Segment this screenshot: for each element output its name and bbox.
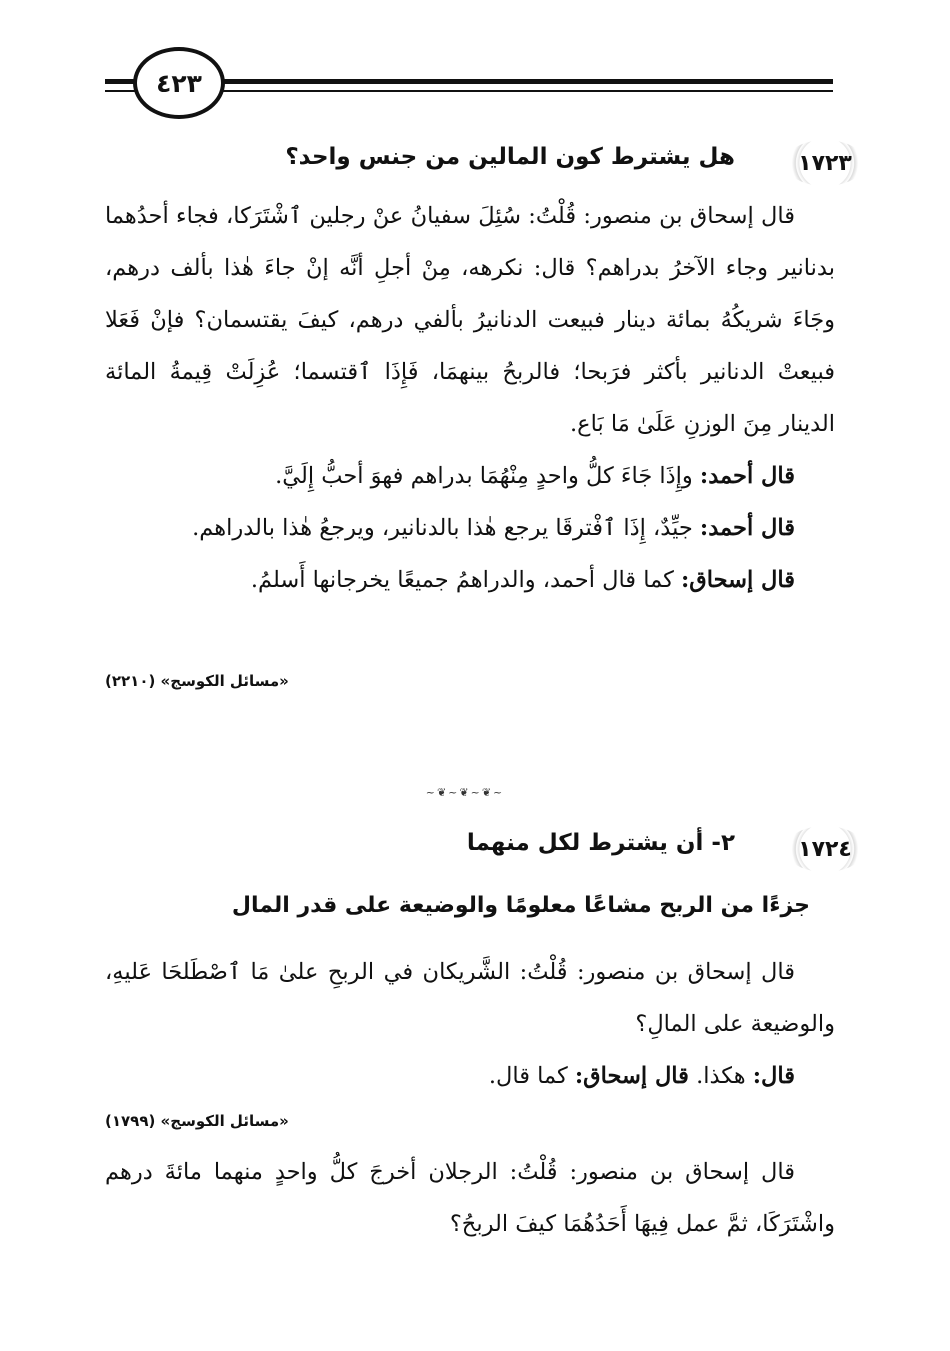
issue-heading-1723 (105, 140, 865, 190)
issue-title: ٢- أن يشترط لكل منهما (466, 830, 735, 856)
issue-title: هل يشترط كون المالين من جنس واحد؟ (285, 144, 735, 170)
page-number: ٤٢٣ (133, 47, 225, 119)
source-citation: «مسائل الكوسج» (١٧٩٩) (105, 1112, 289, 1130)
speaker-label: قال إسحاق: (680, 567, 795, 593)
paragraph-text: وإِذَا جَاءَ كلُّ واحدٍ مِنْهُمَا بدراهم فهوَ أحبُّ إِلَيَّ. (275, 463, 693, 489)
speaker-label: قال أحمد: (699, 515, 795, 541)
issue-body-1724-continued (105, 1146, 835, 1250)
issue-number-badge: ١٧٢٤ (785, 826, 865, 872)
paragraph-text: قال إسحاق بن منصور: قُلْتُ: الرجلان أخرجَ كلُّ واحدٍ منهما مائةَ درهم واشْتَرَكَا، ثمَّ عمل فِيهَا أَحَدُهُمَا كيفَ الربحُ؟ (105, 1159, 835, 1237)
issue-subtitle: جزءًا من الربح مشاعًا معلومًا والوضيعة على قدر المال (231, 893, 810, 918)
paragraph-text: كما قال أحمد، والدراهمُ جميعًا يخرجانها أَسلمُ. (250, 567, 674, 593)
speaker-label: قال: (752, 1063, 795, 1089)
paragraph-ahmad-1 (105, 450, 835, 502)
paragraph-question (105, 190, 835, 450)
speaker-label: قال إسحاق: (574, 1063, 689, 1089)
paragraph-text: قال إسحاق بن منصور: قُلْتُ: الشَّريكان في الربحِ علىٰ مَا ٱصْطَلحَا عَليهِ، والوضيعة على المالِ؟ (105, 959, 835, 1037)
ornament-divider: ~❦~❦~❦~ (425, 786, 505, 799)
paragraph-answer (105, 1050, 835, 1102)
speaker-label: قال أحمد: (699, 463, 795, 489)
paragraph-text: كما قال. (488, 1063, 568, 1089)
paragraph-text: جيِّدٌ، إِذَا ٱفْترقَا يرجع هٰذا بالدنانير، ويرجعُ هٰذا بالدراهم. (192, 515, 693, 541)
issue-number-badge: ١٧٢٣ (785, 140, 865, 186)
paragraph-text: قال إسحاق بن منصور: قُلْتُ: سُئِلَ سفيانُ عنْ رجلين ٱشْتَرَكا، فجاء أحدُهما بدنانير وجاء الآخرُ بدراهم؟ قال: نكرهه، مِنْ أجلِ أنَّه إنْ جاءَ هٰذا بألف درهم، وجَاءَ شريكُهُ بمائة دينار فبيعت الدنانيرُ بألفي درهم، كيفَ يقتسمان؟ فإنْ فَعَلا فبيعتْ الدنانير بأكثر فرَبحا؛ فالربحُ بينهمَا، فَإِذَا ٱقتسما؛ عُزِلَتْ قِيمةُ المائة الدينار مِنَ الوزنِ عَلَىٰ مَا بَاع. (105, 203, 835, 437)
issue-body-1724 (105, 946, 835, 1102)
paragraph-ishaq (105, 554, 835, 606)
paragraph-text: هكذا. (696, 1063, 746, 1089)
paragraph-ahmad-2 (105, 502, 835, 554)
issue-body-1723 (105, 190, 835, 606)
source-citation: «مسائل الكوسج» (٢٢١٠) (105, 672, 289, 690)
paragraph-question (105, 946, 835, 1050)
paragraph-question-2 (105, 1146, 835, 1250)
issue-heading-1724 (105, 826, 865, 876)
